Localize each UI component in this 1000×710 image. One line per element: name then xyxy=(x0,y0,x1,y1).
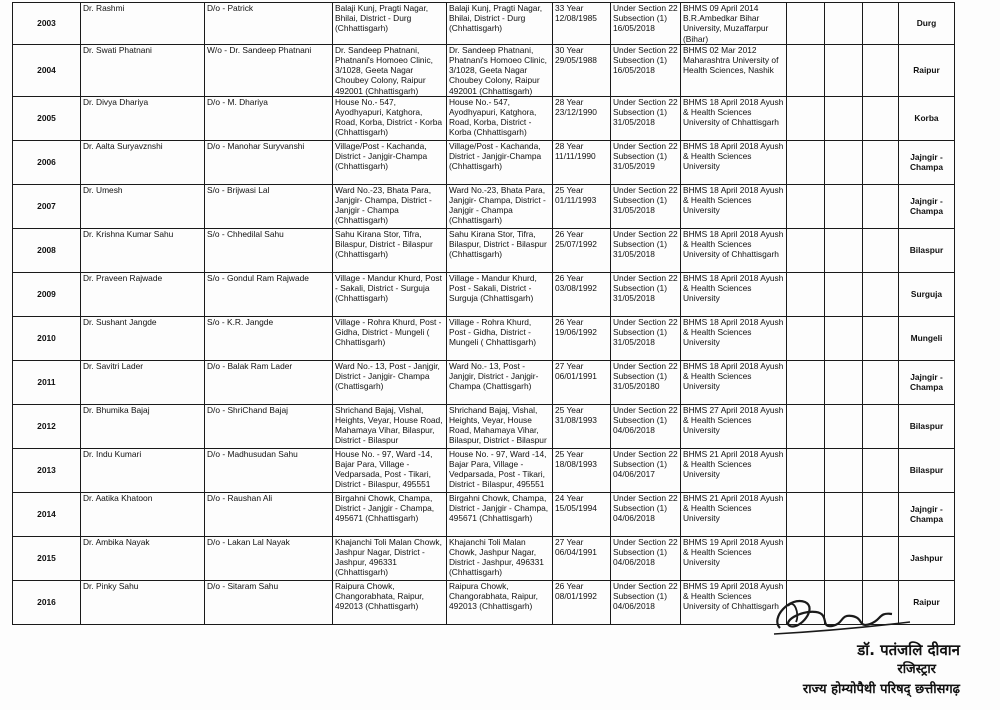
correspondence-address: Ward No.- 13, Post - Janjgir, District - Janjgir- Champa (Chattisgarh) xyxy=(447,360,553,404)
correspondence-address: Balaji Kunj, Pragti Nagar, Bhilai, District - Durg (Chhattisgarh) xyxy=(447,3,553,45)
qualification: BHMS 09 April 2014 B.R.Ambedkar Bihar University, Muzaffarpur (Bihar) xyxy=(681,3,787,45)
correspondence-address: Khajanchi Toli Malan Chowk, Jashpur Nagar, District - Jashpur, 496331 (Chhattisgarh) xyxy=(447,536,553,580)
empty-cell xyxy=(863,536,899,580)
correspondence-address: Raipura Chowk, Changorabhata, Raipur, 492013 (Chhattisgarh) xyxy=(447,580,553,624)
empty-cell xyxy=(825,492,863,536)
empty-cell xyxy=(825,272,863,316)
qualification: BHMS 18 April 2018 Ayush & Health Sciences University of Chhattisgarh xyxy=(681,228,787,272)
permanent-address: Khajanchi Toli Malan Chowk, Jashpur Nagar, District - Jashpur, 496331 (Chhattisgarh) xyxy=(333,536,447,580)
registration-section: Under Section 22 Subsection (1) 04/06/2018 xyxy=(611,404,681,448)
age-dob: 30 Year 29/05/1988 xyxy=(553,44,611,96)
age-dob: 24 Year 15/05/1994 xyxy=(553,492,611,536)
registration-section: Under Section 22 Subsection (1) 31/05/2019 xyxy=(611,140,681,184)
qualification: BHMS 18 April 2018 Ayush & Health Sciences University xyxy=(681,272,787,316)
serial-number: 2013 xyxy=(13,448,81,492)
empty-cell xyxy=(787,360,825,404)
doctor-name: Dr. Bhumika Bajaj xyxy=(81,404,205,448)
permanent-address: Ward No.- 13, Post - Janjgir, District - Janjgir- Champa (Chattisgarh) xyxy=(333,360,447,404)
empty-cell xyxy=(787,536,825,580)
serial-number: 2010 xyxy=(13,316,81,360)
permanent-address: Ward No.-23, Bhata Para, Janjgir- Champa, District - Janjgir - Champa (Chhattisgarh) xyxy=(333,184,447,228)
registration-section: Under Section 22 Subsection (1) 04/06/2017 xyxy=(611,448,681,492)
age-dob: 26 Year 03/08/1992 xyxy=(553,272,611,316)
table-row xyxy=(13,140,955,184)
relation-name: D/o - Sitaram Sahu xyxy=(205,580,333,624)
table-row xyxy=(13,228,955,272)
serial-number: 2006 xyxy=(13,140,81,184)
table-row xyxy=(13,360,955,404)
table-row xyxy=(13,272,955,316)
age-dob: 28 Year 23/12/1990 xyxy=(553,96,611,140)
empty-cell xyxy=(825,448,863,492)
relation-name: S/o - Brijwasi Lal xyxy=(205,184,333,228)
empty-cell xyxy=(825,360,863,404)
empty-cell xyxy=(787,184,825,228)
registration-table xyxy=(12,2,955,625)
empty-cell xyxy=(825,140,863,184)
district-name: Korba xyxy=(899,96,955,140)
empty-cell xyxy=(787,272,825,316)
registration-section: Under Section 22 Subsection (1) 31/05/2018 xyxy=(611,316,681,360)
registration-section: Under Section 22 Subsection (1) 31/05/2018 xyxy=(611,184,681,228)
doctor-name: Dr. Aalta Suryavznshi xyxy=(81,140,205,184)
serial-number: 2007 xyxy=(13,184,81,228)
doctor-name: Dr. Sushant Jangde xyxy=(81,316,205,360)
empty-cell xyxy=(863,44,899,96)
empty-cell xyxy=(863,360,899,404)
registration-section: Under Section 22 Subsection (1) 31/05/2018 xyxy=(611,272,681,316)
doctor-name: Dr. Ambika Nayak xyxy=(81,536,205,580)
doctor-name: Dr. Praveen Rajwade xyxy=(81,272,205,316)
registration-section: Under Section 22 Subsection (1) 31/05/20180 xyxy=(611,360,681,404)
relation-name: W/o - Dr. Sandeep Phatnani xyxy=(205,44,333,96)
serial-number: 2015 xyxy=(13,536,81,580)
table-row xyxy=(13,44,955,96)
age-dob: 25 Year 01/11/1993 xyxy=(553,184,611,228)
qualification: BHMS 18 April 2018 Ayush & Health Sciences University xyxy=(681,184,787,228)
qualification: BHMS 18 April 2018 Ayush & Health Sciences University xyxy=(681,316,787,360)
correspondence-address: House No.- 547, Ayodhyapuri, Katghora, Road, Korba, District - Korba (Chhattisgarh) xyxy=(447,96,553,140)
correspondence-address: Village - Rohra Khurd, Post - Gidha, District - Mungeli ( Chhattisgarh) xyxy=(447,316,553,360)
empty-cell xyxy=(825,44,863,96)
table-row xyxy=(13,316,955,360)
registration-section: Under Section 22 Subsection (1) 04/06/2018 xyxy=(611,580,681,624)
correspondence-address: Village/Post - Kachanda, District - Janjgir-Champa (Chhattisgarh) xyxy=(447,140,553,184)
registration-section: Under Section 22 Subsection (1) 31/05/2018 xyxy=(611,96,681,140)
doctor-name: Dr. Krishna Kumar Sahu xyxy=(81,228,205,272)
empty-cell xyxy=(825,316,863,360)
permanent-address: Birgahni Chowk, Champa, District - Janjgir - Champa, 495671 (Chhattisgarh) xyxy=(333,492,447,536)
serial-number: 2016 xyxy=(13,580,81,624)
serial-number: 2014 xyxy=(13,492,81,536)
district-name: Raipur xyxy=(899,44,955,96)
signature-icon xyxy=(760,588,920,648)
empty-cell xyxy=(825,404,863,448)
qualification: BHMS 18 April 2018 Ayush & Health Sciences University xyxy=(681,360,787,404)
district-name: Jajngir - Champa xyxy=(899,360,955,404)
relation-name: D/o - Raushan Ali xyxy=(205,492,333,536)
relation-name: D/o - Madhusudan Sahu xyxy=(205,448,333,492)
qualification: BHMS 27 April 2018 Ayush & Health Sciences University xyxy=(681,404,787,448)
permanent-address: Raipura Chowk, Changorabhata, Raipur, 492013 (Chhattisgarh) xyxy=(333,580,447,624)
empty-cell xyxy=(863,228,899,272)
doctor-name: Dr. Rashmi xyxy=(81,3,205,45)
empty-cell xyxy=(825,96,863,140)
correspondence-address: House No. - 97, Ward -14, Bajar Para, Village - Vedparsada, Post - Tikari, District - Bilaspur, 495551 xyxy=(447,448,553,492)
relation-name: D/o - Balak Ram Lader xyxy=(205,360,333,404)
district-name: Mungeli xyxy=(899,316,955,360)
relation-name: D/o - Manohar Suryvanshi xyxy=(205,140,333,184)
empty-cell xyxy=(825,184,863,228)
serial-number: 2008 xyxy=(13,228,81,272)
serial-number: 2011 xyxy=(13,360,81,404)
doctor-name: Dr. Swati Phatnani xyxy=(81,44,205,96)
doctor-name: Dr. Pinky Sahu xyxy=(81,580,205,624)
qualification: BHMS 02 Mar 2012 Maharashtra University of Health Sciences, Nashik xyxy=(681,44,787,96)
district-name: Bilaspur xyxy=(899,448,955,492)
age-dob: 26 Year 25/07/1992 xyxy=(553,228,611,272)
doctor-name: Dr. Umesh xyxy=(81,184,205,228)
table-row xyxy=(13,96,955,140)
table-row xyxy=(13,184,955,228)
empty-cell xyxy=(863,448,899,492)
relation-name: S/o - Gondul Ram Rajwade xyxy=(205,272,333,316)
serial-number: 2012 xyxy=(13,404,81,448)
empty-cell xyxy=(787,492,825,536)
empty-cell xyxy=(787,448,825,492)
relation-name: D/o - Lakan Lal Nayak xyxy=(205,536,333,580)
empty-cell xyxy=(787,404,825,448)
correspondence-address: Shrichand Bajaj, Vishal, Heights, Veyar, House Road, Mahamaya Vihar, Bilaspur, District - Bilaspur xyxy=(447,404,553,448)
relation-name: S/o - Chhedilal Sahu xyxy=(205,228,333,272)
empty-cell xyxy=(825,536,863,580)
empty-cell xyxy=(825,3,863,45)
age-dob: 25 Year 18/08/1993 xyxy=(553,448,611,492)
empty-cell xyxy=(825,228,863,272)
district-name: Raipur xyxy=(899,580,955,624)
district-name: Bilaspur xyxy=(899,228,955,272)
empty-cell xyxy=(787,228,825,272)
empty-cell xyxy=(863,404,899,448)
district-name: Jajngir - Champa xyxy=(899,140,955,184)
registration-section: Under Section 22 Subsection (1) 04/06/2018 xyxy=(611,536,681,580)
permanent-address: Village - Mandur Khurd, Post - Sakali, District - Surguja (Chhattisgarh) xyxy=(333,272,447,316)
correspondence-address: Sahu Kirana Stor, Tifra, Bilaspur, District - Bilaspur (Chhattisgarh) xyxy=(447,228,553,272)
registration-section: Under Section 22 Subsection (1) 16/05/2018 xyxy=(611,3,681,45)
age-dob: 27 Year 06/01/1991 xyxy=(553,360,611,404)
registration-section: Under Section 22 Subsection (1) 04/06/2018 xyxy=(611,492,681,536)
registrar-name: डॉ. पतंजलि दीवान xyxy=(857,641,960,659)
table-row xyxy=(13,492,955,536)
table-row xyxy=(13,448,955,492)
district-name: Durg xyxy=(899,3,955,45)
permanent-address: House No. - 97, Ward -14, Bajar Para, Village - Vedparsada, Post - Tikari, District - Bilaspur, 495551 xyxy=(333,448,447,492)
empty-cell xyxy=(787,96,825,140)
serial-number: 2005 xyxy=(13,96,81,140)
doctor-name: Dr. Savitri Lader xyxy=(81,360,205,404)
correspondence-address: Village - Mandur Khurd, Post - Sakali, District - Surguja (Chhattisgarh) xyxy=(447,272,553,316)
permanent-address: Shrichand Bajaj, Vishal, Heights, Veyar, House Road, Mahamaya Vihar, Bilaspur, District - Bilaspur xyxy=(333,404,447,448)
empty-cell xyxy=(863,184,899,228)
relation-name: D/o - Patrick xyxy=(205,3,333,45)
empty-cell xyxy=(863,3,899,45)
permanent-address: House No.- 547, Ayodhyapuri, Katghora, Road, Korba, District - Korba (Chhattisgarh) xyxy=(333,96,447,140)
empty-cell xyxy=(863,96,899,140)
age-dob: 26 Year 08/01/1992 xyxy=(553,580,611,624)
relation-name: D/o - M. Dhariya xyxy=(205,96,333,140)
permanent-address: Balaji Kunj, Pragti Nagar, Bhilai, District - Durg (Chhattisgarh) xyxy=(333,3,447,45)
table-row xyxy=(13,536,955,580)
district-name: Surguja xyxy=(899,272,955,316)
empty-cell xyxy=(863,140,899,184)
correspondence-address: Dr. Sandeep Phatnani, Phatnani's Homoeo Clinic, 3/1028, Geeta Nagar Choubey Colony, Raipur 492001 (Chhattisgarh) xyxy=(447,44,553,96)
empty-cell xyxy=(863,272,899,316)
doctor-name: Dr. Divya Dhariya xyxy=(81,96,205,140)
empty-cell xyxy=(863,492,899,536)
age-dob: 26 Year 19/06/1992 xyxy=(553,316,611,360)
doctor-name: Dr. Aatika Khatoon xyxy=(81,492,205,536)
empty-cell xyxy=(863,316,899,360)
qualification: BHMS 19 April 2018 Ayush & Health Sciences University xyxy=(681,536,787,580)
doctor-name: Dr. Indu Kumari xyxy=(81,448,205,492)
serial-number: 2003 xyxy=(13,3,81,45)
registration-section: Under Section 22 Subsection (1) 31/05/2018 xyxy=(611,228,681,272)
qualification: BHMS 19 April 2018 Ayush & Health Sciences University of Chhattisgarh xyxy=(681,580,787,624)
registrar-block xyxy=(803,640,960,700)
empty-cell xyxy=(787,3,825,45)
qualification: BHMS 21 April 2018 Ayush & Health Sciences University xyxy=(681,492,787,536)
permanent-address: Village - Rohra Khurd, Post - Gidha, District - Mungeli ( Chhattisgarh) xyxy=(333,316,447,360)
registrar-designation: रजिस्ट्रार xyxy=(897,662,936,677)
district-name: Bilaspur xyxy=(899,404,955,448)
table-row xyxy=(13,3,955,45)
district-name: Jajngir - Champa xyxy=(899,184,955,228)
age-dob: 28 Year 11/11/1990 xyxy=(553,140,611,184)
empty-cell xyxy=(787,316,825,360)
age-dob: 25 Year 31/08/1993 xyxy=(553,404,611,448)
age-dob: 27 Year 06/04/1991 xyxy=(553,536,611,580)
qualification: BHMS 21 April 2018 Ayush & Health Sciences University xyxy=(681,448,787,492)
district-name: Jajngir - Champa xyxy=(899,492,955,536)
serial-number: 2009 xyxy=(13,272,81,316)
age-dob: 33 Year 12/08/1985 xyxy=(553,3,611,45)
qualification: BHMS 18 April 2018 Ayush & Health Sciences University xyxy=(681,140,787,184)
council-name: राज्य होम्योपैथी परिषद् छत्तीसगढ़ xyxy=(802,682,960,697)
relation-name: S/o - K.R. Jangde xyxy=(205,316,333,360)
empty-cell xyxy=(787,140,825,184)
table-row xyxy=(13,404,955,448)
permanent-address: Dr. Sandeep Phatnani, Phatnani's Homoeo Clinic, 3/1028, Geeta Nagar Choubey Colony, Raipur 492001 (Chhattisgarh) xyxy=(333,44,447,96)
empty-cell xyxy=(787,44,825,96)
permanent-address: Sahu Kirana Stor, Tifra, Bilaspur, District - Bilaspur (Chhattisgarh) xyxy=(333,228,447,272)
correspondence-address: Birgahni Chowk, Champa, District - Janjgir - Champa, 495671 (Chhattisgarh) xyxy=(447,492,553,536)
correspondence-address: Ward No.-23, Bhata Para, Janjgir- Champa, District - Janjgir - Champa (Chhattisgarh) xyxy=(447,184,553,228)
relation-name: D/o - ShriChand Bajaj xyxy=(205,404,333,448)
district-name: Jashpur xyxy=(899,536,955,580)
serial-number: 2004 xyxy=(13,44,81,96)
registration-section: Under Section 22 Subsection (1) 16/05/2018 xyxy=(611,44,681,96)
qualification: BHMS 18 April 2018 Ayush & Health Sciences University of Chhattisgarh xyxy=(681,96,787,140)
permanent-address: Village/Post - Kachanda, District - Janjgir-Champa (Chhattisgarh) xyxy=(333,140,447,184)
